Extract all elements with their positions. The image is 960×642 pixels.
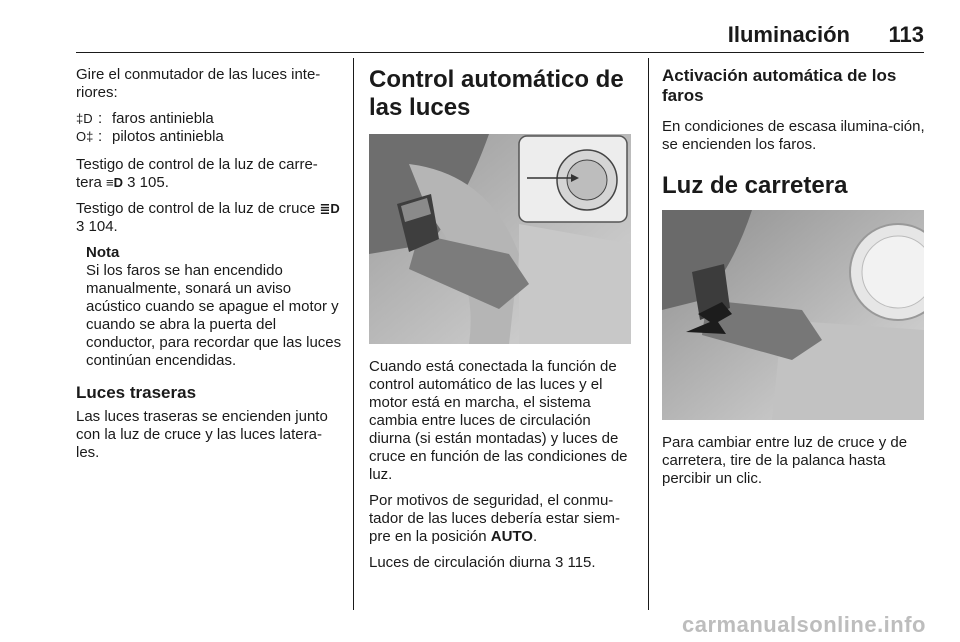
header-rule: [76, 52, 924, 53]
symbol-colon: :: [98, 128, 103, 145]
auto-headlamp-text: En condiciones de escasa ilumina-ción, se encienden los faros.: [662, 118, 925, 153]
text-span: Luces de circulación diurna: [369, 554, 555, 571]
note-title: Nota: [86, 244, 120, 261]
intro-text: Gire el conmutador de las luces inte-riores:: [76, 66, 321, 101]
high-beam-indicator-text: [76, 156, 342, 192]
rear-lights-text: Las luces traseras se encienden junto con la luz de cruce y las luces latera-les.: [76, 408, 328, 461]
high-beam-illustration: [662, 210, 924, 420]
note-text: Si los faros se han encendido manualmente, sonará un aviso acústico cuando se apague el motor y cuando se abra la puerta del conductor, para recordar que las luces continúan encendidas.: [86, 262, 342, 369]
page-ref[interactable]: 3 115.: [554, 554, 596, 571]
text-span: .: [532, 528, 538, 545]
column-3: [662, 66, 926, 496]
note-block: [86, 244, 342, 370]
rear-fog-lamp-icon: O‡: [76, 129, 94, 144]
auto-light-heading: Control automático de las luces: [369, 66, 624, 121]
header-title: Iluminación: [727, 22, 850, 47]
column-2: [369, 66, 633, 580]
front-fog-lamp-icon: ‡D: [76, 111, 93, 126]
symbol-colon: :: [98, 110, 103, 127]
column-1: [76, 66, 342, 470]
high-beam-icon: ≡D: [106, 175, 123, 190]
daytime-running-lights-ref: [369, 554, 633, 572]
auto-headlamp-heading: Activación automática de los faros: [662, 66, 897, 105]
low-beam-icon: ≣D: [319, 201, 340, 216]
column-divider-1: [353, 58, 354, 610]
text-span: Por motivos de seguridad, el conmu-tador de las luces debería estar siem-pre en la posición: [369, 492, 620, 545]
low-beam-indicator-text: [76, 200, 342, 236]
light-switch-illustration: [369, 134, 631, 344]
page-number: 113: [888, 22, 924, 47]
watermark: carmanualsonline.info: [682, 612, 926, 637]
steering-column: [519, 224, 631, 344]
symbol-row-front-fog: [76, 110, 342, 128]
text-span: Testigo de control de la luz de cruce: [76, 200, 320, 217]
auto-position-label: AUTO: [490, 528, 533, 545]
rear-lights-heading: Luces traseras: [76, 383, 197, 402]
symbol-label: pilotos antiniebla: [112, 128, 224, 145]
column-divider-2: [648, 58, 649, 610]
text-span: Testigo de control de la luz de carre-tera: [76, 156, 318, 191]
high-beam-heading: Luz de carretera: [662, 172, 848, 199]
auto-light-paragraph-1: Cuando está conectada la función de control automático de las luces y el motor está en marcha, el sistema cambia entre luces de circulación diurna (si están montadas) y luces de cruce en función de las condiciones de luz.: [369, 358, 628, 483]
page-ref[interactable]: 3 105.: [127, 174, 169, 191]
auto-light-paragraph-2: [369, 492, 633, 546]
symbol-row-rear-fog: [76, 128, 342, 146]
symbol-label: faros antiniebla: [112, 110, 214, 127]
high-beam-text: Para cambiar entre luz de cruce y de carretera, tire de la palanca hasta percibir un clic.: [662, 434, 908, 487]
page-ref[interactable]: 3 104.: [76, 218, 118, 235]
